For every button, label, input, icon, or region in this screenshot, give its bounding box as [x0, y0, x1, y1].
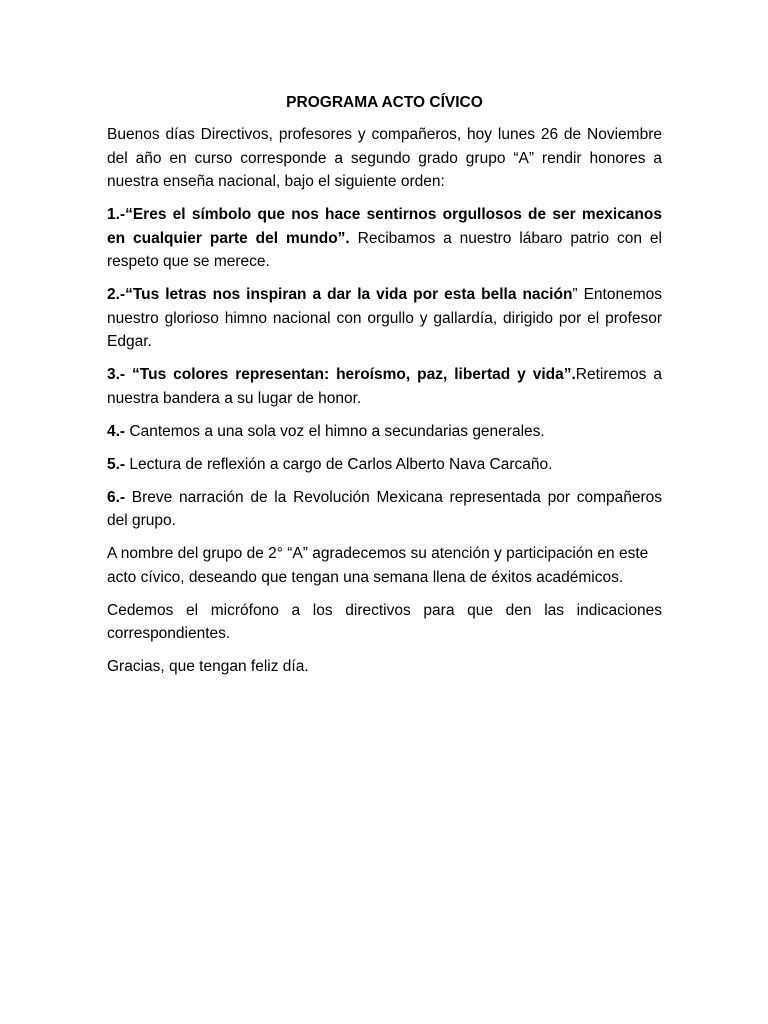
item-number: 5.-	[107, 455, 126, 473]
item-text: Breve narración de la Revolución Mexicana representada por compañeros del grupo.	[107, 488, 662, 529]
item-text: Retiremos a nuestra bandera a su lugar de honor.	[107, 366, 662, 407]
item-text: Lectura de reflexión a cargo de Carlos Alberto Nava Carcaño.	[125, 455, 553, 473]
item-text: Recibamos a nuestro lábaro patrio con el respeto que se merece.	[107, 229, 662, 270]
document-body	[107, 92, 662, 688]
item-bold-text: “Eres el símbolo que nos hace sentirnos orgullosos de ser mexicanos en cualquier parte del mundo”.	[107, 206, 662, 247]
item-number: 1.-	[107, 206, 126, 223]
closing-farewell-paragraph: Gracias, que tengan feliz día.	[107, 658, 309, 675]
item-number: 3.-	[107, 366, 126, 383]
page-title: PROGRAMA ACTO CÍVICO	[286, 94, 483, 111]
item-bold-text: “Tus colores representan: heroísmo, paz, libertad y vida”.	[125, 366, 576, 383]
item-number: 2.-	[107, 286, 126, 303]
intro-paragraph: Buenos días Directivos, profesores y compañeros, hoy lunes 26 de Noviembre del año en curso corresponde a segundo grado grupo “A” rendir honores a nuestra enseña nacional, bajo el siguiente orden:	[107, 126, 662, 190]
item-bold-text: “Tus letras nos inspiran a dar la vida por esta bella nación	[125, 286, 573, 303]
program-item-3	[107, 363, 662, 410]
item-text: ” Entonemos nuestro glorioso himno nacional con orgullo y gallardía, dirigido por el profesor Edgar.	[107, 286, 662, 350]
closing-thanks-paragraph: A nombre del grupo de 2° “A” agradecemos su atención y participación en este acto cívico, deseando que tengan una semana llena de éxitos académicos.	[107, 545, 649, 586]
item-text: Cantemos a una sola voz el himno a secundarias generales.	[125, 422, 545, 440]
closing-handover-paragraph: Cedemos el micrófono a los directivos para que den las indicaciones correspondientes.	[107, 601, 662, 642]
program-item-1	[107, 203, 662, 274]
item-number: 4.-	[107, 422, 126, 440]
program-item-2	[107, 283, 662, 354]
item-number: 6.-	[107, 488, 126, 506]
program-item-4	[107, 420, 662, 444]
program-item-5	[107, 453, 662, 477]
program-item-6	[107, 486, 662, 533]
